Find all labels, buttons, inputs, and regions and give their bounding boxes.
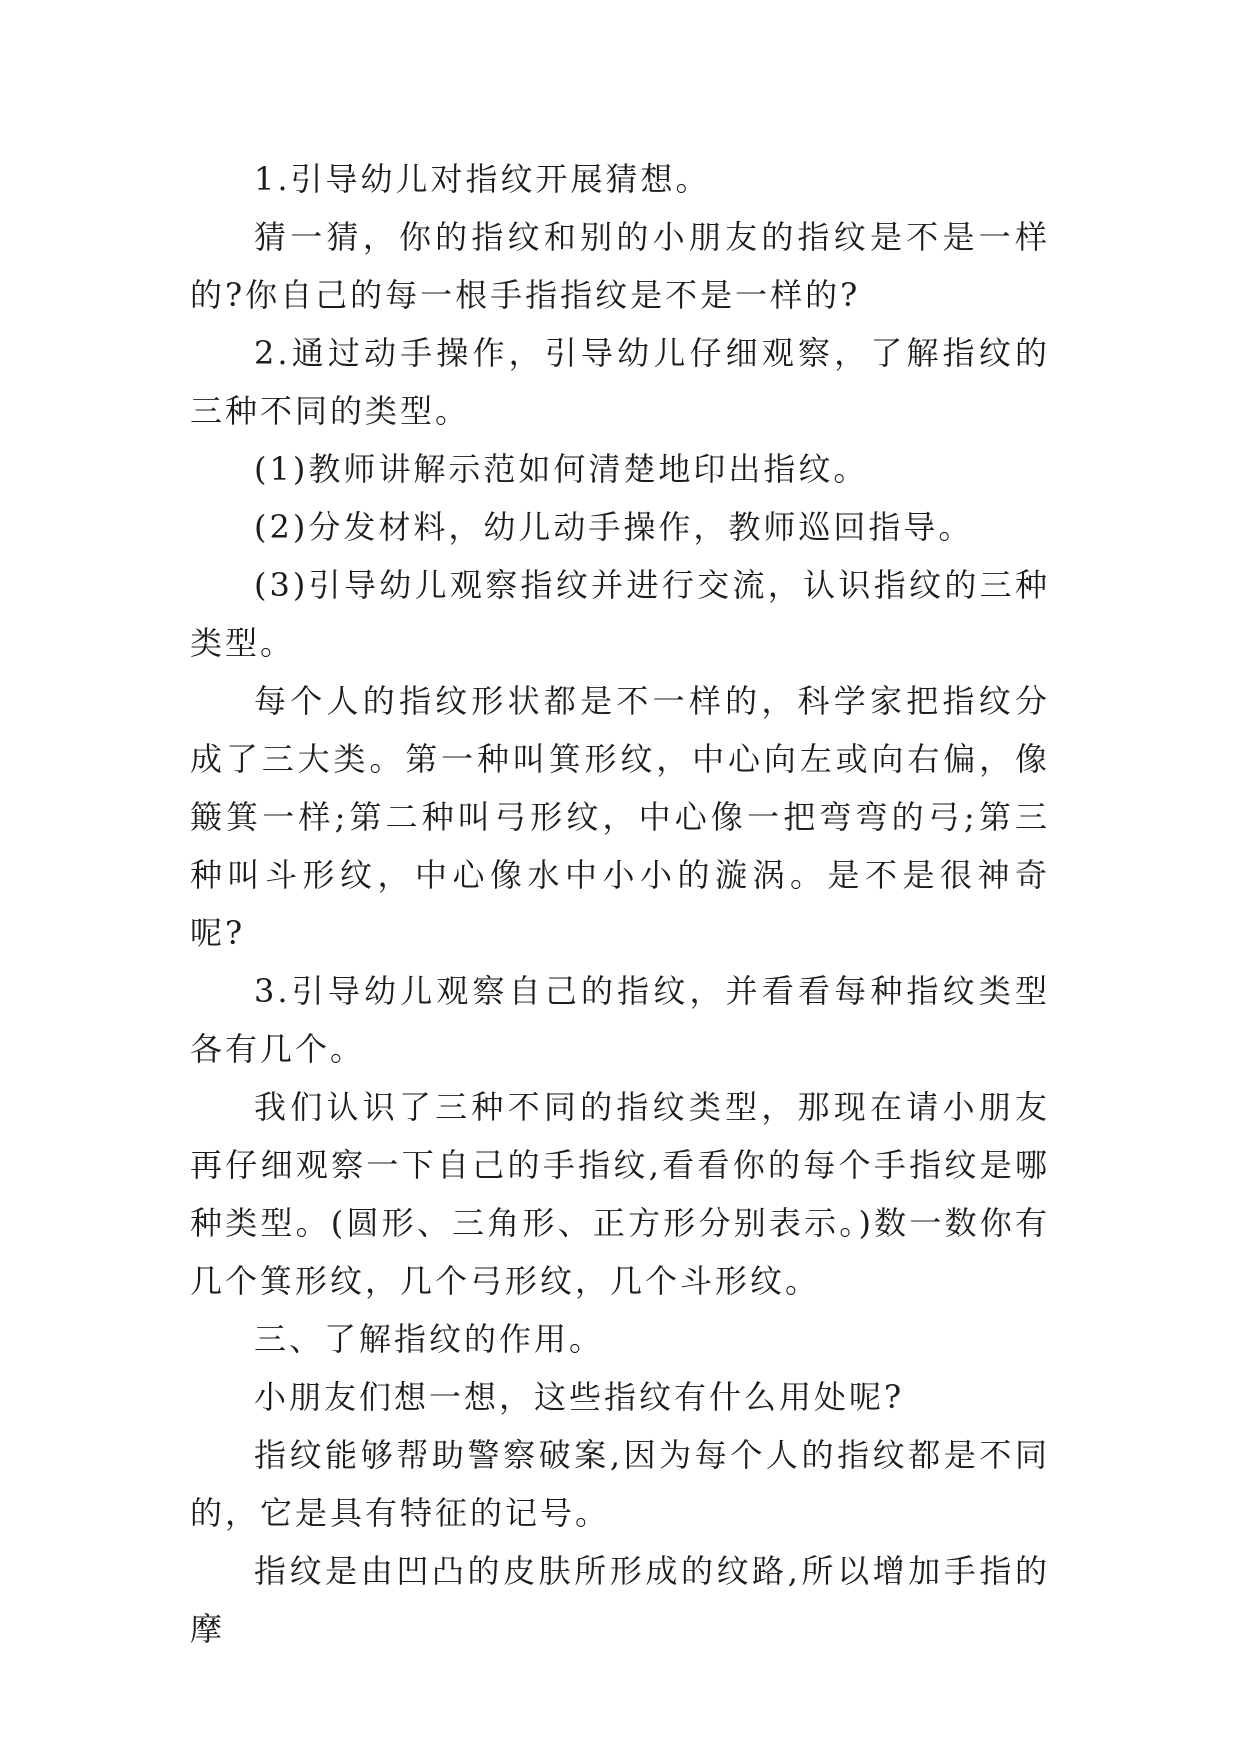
paragraph-police-usage: 指纹能够帮助警察破案,因为每个人的指纹都是不同的，它是具有特征的记号。 [190, 1436, 1050, 1532]
paragraph-observe-heading: 3.引导幼儿观察自己的指纹，并看看每种指纹类型各有几个。 [190, 972, 1050, 1068]
paragraph-fingerprint-types: 每个人的指纹形状都是不一样的，科学家把指纹分成了三大类。第一种叫箕形纹，中心向左或向右偏，像簸箕一样;第二种叫弓形纹，中心像一把弯弯的弓;第三种叫斗形纹，中心像水中小小的漩涡。是不是很神奇呢? [190, 682, 1050, 952]
paragraph-section-three-heading: 三、了解指纹的作用。 [254, 1320, 605, 1358]
paragraph-observe-detail: 我们认识了三种不同的指纹类型，那现在请小朋友再仔细观察一下自己的手指纹,看看你的每个手指纹是哪种类型。(圆形、三角形、正方形分别表示。)数一数你有几个箕形纹，几个弓形纹，几个斗形纹。 [190, 1088, 1050, 1300]
paragraph-step-2: (2)分发材料，幼儿动手操作，教师巡回指导。 [254, 508, 974, 546]
paragraph-hands-on-heading: 2.通过动手操作，引导幼儿仔细观察，了解指纹的三种不同的类型。 [190, 334, 1050, 430]
paragraph-friction: 指纹是由凹凸的皮肤所形成的纹路,所以增加手指的摩 [190, 1552, 1050, 1648]
paragraph-guess-heading: 1.引导幼儿对指纹开展猜想。 [254, 160, 711, 198]
paragraph-step-3: (3)引导幼儿观察指纹并进行交流，认识指纹的三种类型。 [190, 566, 1050, 662]
paragraph-step-1: (1)教师讲解示范如何清楚地印出指纹。 [254, 450, 869, 488]
paragraph-usage-question: 小朋友们想一想，这些指纹有什么用处呢? [254, 1378, 905, 1416]
paragraph-guess-question: 猜一猜，你的指纹和别的小朋友的指纹是不是一样的?你自己的每一根手指指纹是不是一样的? [190, 218, 1050, 314]
document-page [190, 150, 1050, 1658]
